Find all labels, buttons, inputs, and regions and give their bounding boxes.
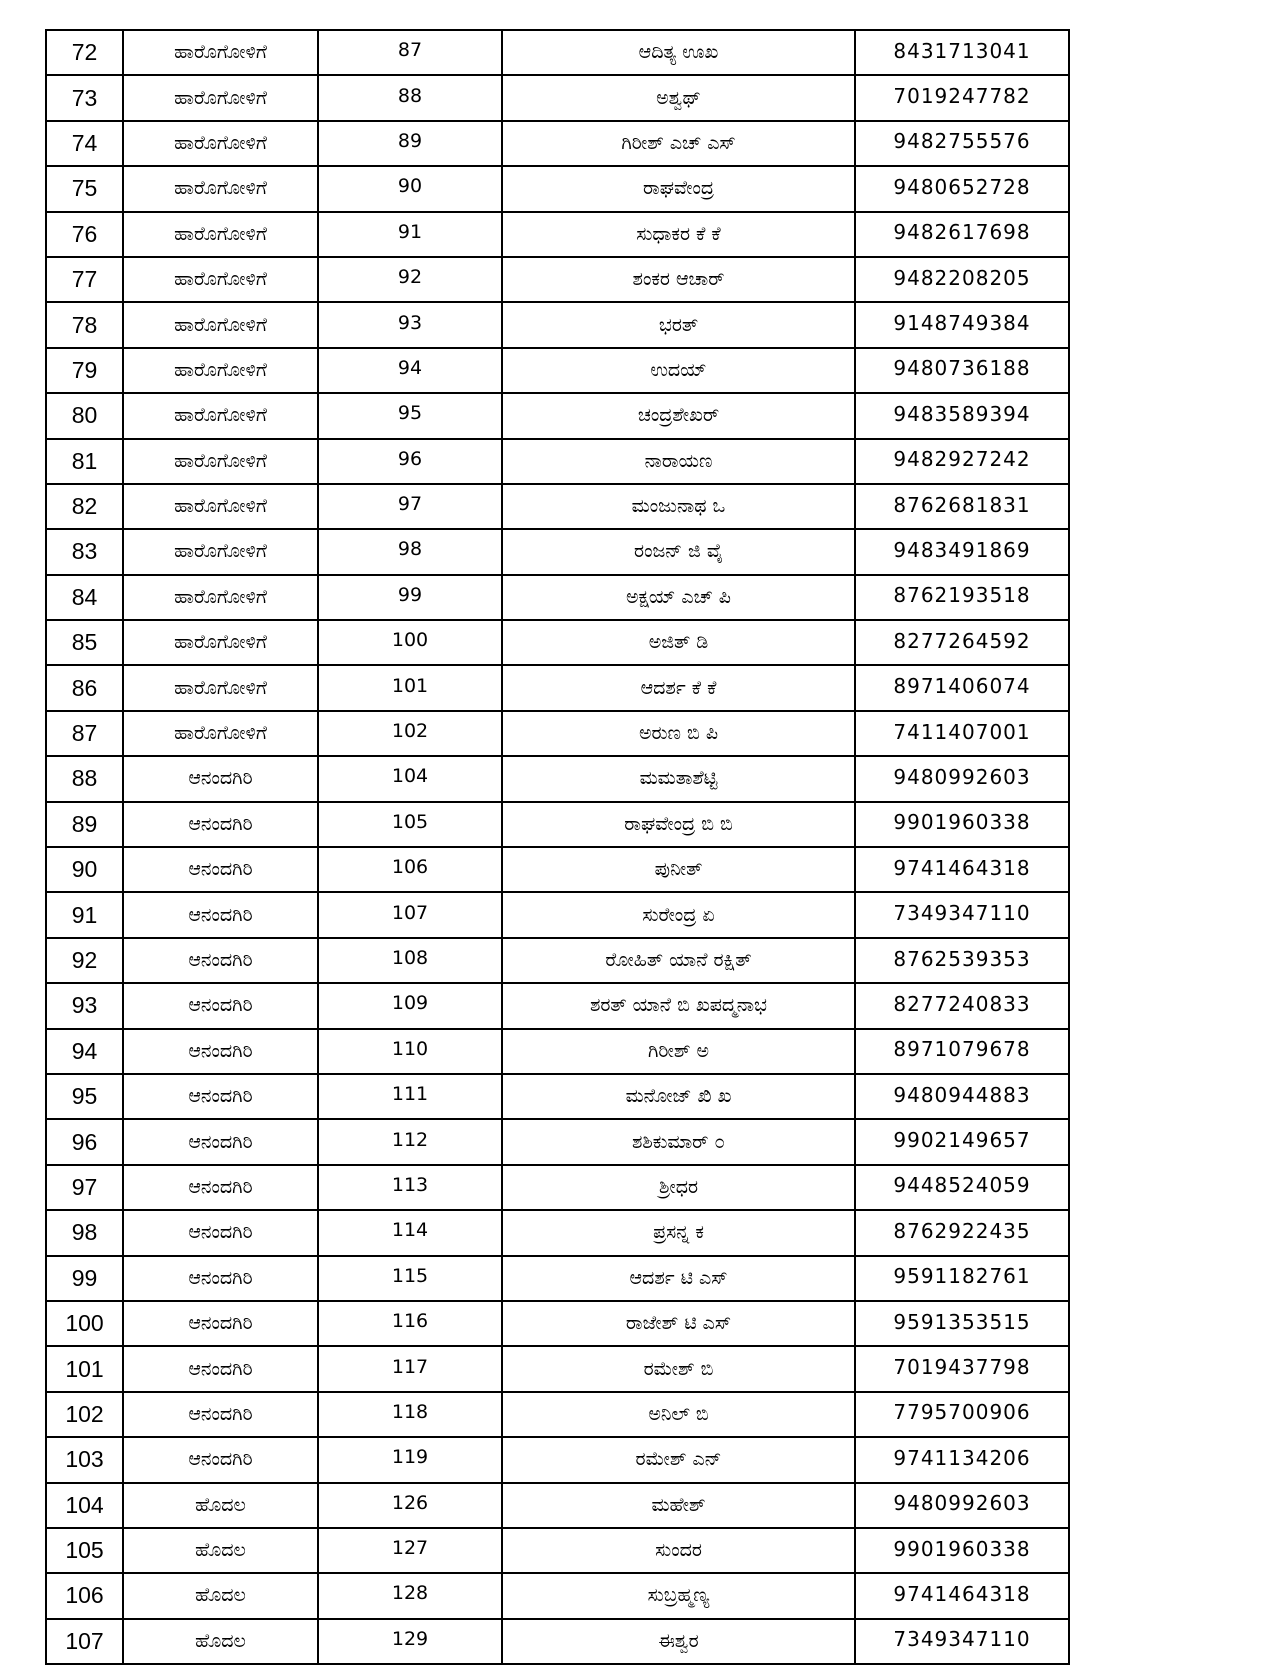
number-cell: 98 (318, 529, 502, 574)
number-cell: 112 (318, 1119, 502, 1164)
table-row (46, 665, 1069, 710)
serial-number-cell: 74 (46, 121, 123, 166)
location-cell: ಆನಂದಗಿರಿ (123, 756, 318, 801)
table-row (46, 1437, 1069, 1482)
location-cell: ಆನಂದಗಿರಿ (123, 1437, 318, 1482)
number-cell: 109 (318, 983, 502, 1028)
number-cell: 118 (318, 1392, 502, 1437)
table-row (46, 257, 1069, 302)
table-row (46, 1619, 1069, 1664)
location-cell: ಹಾರೊಗೋಳಿಗೆ (123, 257, 318, 302)
serial-number-cell: 85 (46, 620, 123, 665)
number-cell: 111 (318, 1074, 502, 1119)
serial-number-cell: 95 (46, 1074, 123, 1119)
person-name-cell: ಗಿರೀಶ್ ಅ (502, 1029, 855, 1074)
phone-number-cell: 8762539353 (855, 938, 1069, 983)
phone-number-cell: 9902149657 (855, 1119, 1069, 1164)
serial-number-cell: 79 (46, 348, 123, 393)
location-cell: ಹಾರೊಗೋಳಿಗೆ (123, 212, 318, 257)
number-cell: 107 (318, 892, 502, 937)
person-name-cell: ಶರತ್ ಯಾನೆ ಬಿ ಖಪದ್ಮನಾಭ (502, 983, 855, 1028)
serial-number-cell: 87 (46, 711, 123, 756)
location-cell: ಹಾರೊಗೋಳಿಗೆ (123, 121, 318, 166)
serial-number-cell: 81 (46, 439, 123, 484)
person-name-cell: ಪ್ರಸನ್ನ ಕ (502, 1210, 855, 1255)
location-cell: ಆನಂದಗಿರಿ (123, 983, 318, 1028)
serial-number-cell: 77 (46, 257, 123, 302)
table-row (46, 1483, 1069, 1528)
phone-number-cell: 9480992603 (855, 1483, 1069, 1528)
phone-number-cell: 7349347110 (855, 892, 1069, 937)
number-cell: 113 (318, 1165, 502, 1210)
number-cell: 87 (318, 30, 502, 75)
number-cell: 88 (318, 75, 502, 120)
phone-number-cell: 8971079678 (855, 1029, 1069, 1074)
serial-number-cell: 92 (46, 938, 123, 983)
person-name-cell: ರಂಜನ್ ಜಿ ವೈ (502, 529, 855, 574)
number-cell: 127 (318, 1528, 502, 1573)
number-cell: 92 (318, 257, 502, 302)
person-name-cell: ಮಮತಾಶೆಟ್ಟಿ (502, 756, 855, 801)
phone-number-cell: 8762193518 (855, 575, 1069, 620)
table-row (46, 1029, 1069, 1074)
records-table (45, 29, 1070, 1665)
location-cell: ಹಾರೊಗೋಳಿಗೆ (123, 620, 318, 665)
person-name-cell: ಸುಧಾಕರ ಕೆ ಕೆ (502, 212, 855, 257)
phone-number-cell: 7019247782 (855, 75, 1069, 120)
table-row (46, 802, 1069, 847)
phone-number-cell: 7411407001 (855, 711, 1069, 756)
phone-number-cell: 9482927242 (855, 439, 1069, 484)
location-cell: ಹಾರೊಗೋಳಿಗೆ (123, 484, 318, 529)
serial-number-cell: 99 (46, 1256, 123, 1301)
person-name-cell: ರಾಘವೇಂದ್ರ (502, 166, 855, 211)
person-name-cell: ಅಶ್ವಥ್ (502, 75, 855, 120)
person-name-cell: ಸುರೇಂದ್ರ ಏ (502, 892, 855, 937)
location-cell: ಆನಂದಗಿರಿ (123, 1165, 318, 1210)
location-cell: ಆನಂದಗಿರಿ (123, 892, 318, 937)
serial-number-cell: 104 (46, 1483, 123, 1528)
serial-number-cell: 89 (46, 802, 123, 847)
person-name-cell: ಚಂದ್ರಶೇಖರ್ (502, 393, 855, 438)
location-cell: ಹಾರೊಗೋಳಿಗೆ (123, 302, 318, 347)
serial-number-cell: 98 (46, 1210, 123, 1255)
phone-number-cell: 9480652728 (855, 166, 1069, 211)
number-cell: 114 (318, 1210, 502, 1255)
phone-number-cell: 9480992603 (855, 756, 1069, 801)
number-cell: 110 (318, 1029, 502, 1074)
number-cell: 105 (318, 802, 502, 847)
person-name-cell: ನಾರಾಯಣ (502, 439, 855, 484)
location-cell: ಆನಂದಗಿರಿ (123, 1210, 318, 1255)
number-cell: 102 (318, 711, 502, 756)
location-cell: ಆನಂದಗಿರಿ (123, 1301, 318, 1346)
location-cell: ಆನಂದಗಿರಿ (123, 802, 318, 847)
location-cell: ಹಾರೊಗೋಳಿಗೆ (123, 529, 318, 574)
table-row (46, 75, 1069, 120)
table-row (46, 166, 1069, 211)
location-cell: ಆನಂದಗಿರಿ (123, 1029, 318, 1074)
person-name-cell: ರಾಘವೇಂದ್ರ ಬಿ ಬಿ (502, 802, 855, 847)
phone-number-cell: 9148749384 (855, 302, 1069, 347)
serial-number-cell: 96 (46, 1119, 123, 1164)
location-cell: ಹಾರೊಗೋಳಿಗೆ (123, 166, 318, 211)
location-cell: ಹಾರೊಗೋಳಿಗೆ (123, 575, 318, 620)
serial-number-cell: 94 (46, 1029, 123, 1074)
table-body (46, 30, 1069, 1664)
phone-number-cell: 9741134206 (855, 1437, 1069, 1482)
serial-number-cell: 97 (46, 1165, 123, 1210)
location-cell: ಆನಂದಗಿರಿ (123, 1346, 318, 1391)
table-row (46, 1256, 1069, 1301)
number-cell: 95 (318, 393, 502, 438)
phone-number-cell: 9741464318 (855, 1573, 1069, 1618)
table-row (46, 575, 1069, 620)
person-name-cell: ಪುನೀತ್ (502, 847, 855, 892)
phone-number-cell: 9741464318 (855, 847, 1069, 892)
serial-number-cell: 76 (46, 212, 123, 257)
person-name-cell: ಅನಿಲ್ ಬಿ (502, 1392, 855, 1437)
location-cell: ಹೊದಲ (123, 1619, 318, 1664)
table-row (46, 1573, 1069, 1618)
phone-number-cell: 9482208205 (855, 257, 1069, 302)
serial-number-cell: 82 (46, 484, 123, 529)
person-name-cell: ಶ್ರೀಧರ (502, 1165, 855, 1210)
table-row (46, 30, 1069, 75)
person-name-cell: ಆದಿತ್ಯ ಊಖ (502, 30, 855, 75)
table-row (46, 847, 1069, 892)
person-name-cell: ಶಂಕರ ಆಚಾರ್ (502, 257, 855, 302)
serial-number-cell: 78 (46, 302, 123, 347)
phone-number-cell: 9591353515 (855, 1301, 1069, 1346)
table-row (46, 121, 1069, 166)
number-cell: 94 (318, 348, 502, 393)
serial-number-cell: 80 (46, 393, 123, 438)
serial-number-cell: 75 (46, 166, 123, 211)
number-cell: 117 (318, 1346, 502, 1391)
phone-number-cell: 9480736188 (855, 348, 1069, 393)
number-cell: 89 (318, 121, 502, 166)
location-cell: ಆನಂದಗಿರಿ (123, 847, 318, 892)
phone-number-cell: 9483589394 (855, 393, 1069, 438)
serial-number-cell: 102 (46, 1392, 123, 1437)
serial-number-cell: 103 (46, 1437, 123, 1482)
number-cell: 126 (318, 1483, 502, 1528)
serial-number-cell: 101 (46, 1346, 123, 1391)
table-row (46, 439, 1069, 484)
serial-number-cell: 90 (46, 847, 123, 892)
number-cell: 104 (318, 756, 502, 801)
table-row (46, 1210, 1069, 1255)
person-name-cell: ಉದಯ್ (502, 348, 855, 393)
person-name-cell: ಸುಬ್ರಹ್ಮಣ್ಯ (502, 1573, 855, 1618)
person-name-cell: ಅಜಿತ್ ಡಿ (502, 620, 855, 665)
location-cell: ಹಾರೊಗೋಳಿಗೆ (123, 439, 318, 484)
table-row (46, 938, 1069, 983)
phone-number-cell: 9591182761 (855, 1256, 1069, 1301)
location-cell: ಆನಂದಗಿರಿ (123, 1256, 318, 1301)
location-cell: ಹೊದಲ (123, 1483, 318, 1528)
table-row (46, 1346, 1069, 1391)
serial-number-cell: 83 (46, 529, 123, 574)
phone-number-cell: 8431713041 (855, 30, 1069, 75)
number-cell: 93 (318, 302, 502, 347)
person-name-cell: ಆದರ್ಶ ಟಿ ಎಸ್ (502, 1256, 855, 1301)
table-row (46, 484, 1069, 529)
number-cell: 90 (318, 166, 502, 211)
phone-number-cell: 9901960338 (855, 1528, 1069, 1573)
table-row (46, 983, 1069, 1028)
phone-number-cell: 8762922435 (855, 1210, 1069, 1255)
number-cell: 116 (318, 1301, 502, 1346)
serial-number-cell: 91 (46, 892, 123, 937)
phone-number-cell: 7019437798 (855, 1346, 1069, 1391)
person-name-cell: ಮಂಜುನಾಥ ಒ (502, 484, 855, 529)
person-name-cell: ರಾಜೇಶ್ ಟಿ ಎಸ್ (502, 1301, 855, 1346)
phone-number-cell: 9901960338 (855, 802, 1069, 847)
person-name-cell: ರೋಹಿತ್ ಯಾನೆ ರಕ್ಷಿತ್ (502, 938, 855, 983)
location-cell: ಹೊದಲ (123, 1528, 318, 1573)
phone-number-cell: 7795700906 (855, 1392, 1069, 1437)
phone-number-cell: 9482755576 (855, 121, 1069, 166)
person-name-cell: ಅರುಣ ಬಿ ಪಿ (502, 711, 855, 756)
number-cell: 128 (318, 1573, 502, 1618)
person-name-cell: ಮಹೇಶ್ (502, 1483, 855, 1528)
location-cell: ಹೊದಲ (123, 1573, 318, 1618)
table-row (46, 529, 1069, 574)
number-cell: 106 (318, 847, 502, 892)
serial-number-cell: 86 (46, 665, 123, 710)
number-cell: 119 (318, 1437, 502, 1482)
number-cell: 97 (318, 484, 502, 529)
table-row (46, 1074, 1069, 1119)
location-cell: ಆನಂದಗಿರಿ (123, 1392, 318, 1437)
table-row (46, 1528, 1069, 1573)
phone-number-cell: 9448524059 (855, 1165, 1069, 1210)
serial-number-cell: 105 (46, 1528, 123, 1573)
serial-number-cell: 93 (46, 983, 123, 1028)
number-cell: 100 (318, 620, 502, 665)
person-name-cell: ಮನೋಜ್ ಖಿ ಖ (502, 1074, 855, 1119)
location-cell: ಹಾರೊಗೋಳಿಗೆ (123, 711, 318, 756)
person-name-cell: ಸುಂದರ (502, 1528, 855, 1573)
phone-number-cell: 8277264592 (855, 620, 1069, 665)
person-name-cell: ಶಶಿಕುಮಾರ್ ೦ (502, 1119, 855, 1164)
person-name-cell: ರಮೇಶ್ ಬಿ (502, 1346, 855, 1391)
number-cell: 91 (318, 212, 502, 257)
person-name-cell: ಆದರ್ಶ ಕೆ ಕೆ (502, 665, 855, 710)
serial-number-cell: 107 (46, 1619, 123, 1664)
person-name-cell: ಈಶ್ವರ (502, 1619, 855, 1664)
table-row (46, 302, 1069, 347)
person-name-cell: ಗಿರೀಶ್ ಎಚ್ ಎಸ್ (502, 121, 855, 166)
serial-number-cell: 84 (46, 575, 123, 620)
table-row (46, 393, 1069, 438)
location-cell: ಆನಂದಗಿರಿ (123, 938, 318, 983)
table-row (46, 348, 1069, 393)
location-cell: ಹಾರೊಗೋಳಿಗೆ (123, 665, 318, 710)
number-cell: 108 (318, 938, 502, 983)
person-name-cell: ರಮೇಶ್ ಎನ್ (502, 1437, 855, 1482)
phone-number-cell: 7349347110 (855, 1619, 1069, 1664)
phone-number-cell: 8762681831 (855, 484, 1069, 529)
location-cell: ಹಾರೊಗೋಳಿಗೆ (123, 75, 318, 120)
number-cell: 129 (318, 1619, 502, 1664)
table-row (46, 1301, 1069, 1346)
table-row (46, 1165, 1069, 1210)
location-cell: ಆನಂದಗಿರಿ (123, 1119, 318, 1164)
phone-number-cell: 8971406074 (855, 665, 1069, 710)
phone-number-cell: 8277240833 (855, 983, 1069, 1028)
table-row (46, 212, 1069, 257)
phone-number-cell: 9482617698 (855, 212, 1069, 257)
location-cell: ಹಾರೊಗೋಳಿಗೆ (123, 348, 318, 393)
number-cell: 99 (318, 575, 502, 620)
phone-number-cell: 9480944883 (855, 1074, 1069, 1119)
serial-number-cell: 106 (46, 1573, 123, 1618)
serial-number-cell: 88 (46, 756, 123, 801)
table-row (46, 756, 1069, 801)
number-cell: 101 (318, 665, 502, 710)
serial-number-cell: 72 (46, 30, 123, 75)
location-cell: ಆನಂದಗಿರಿ (123, 1074, 318, 1119)
serial-number-cell: 73 (46, 75, 123, 120)
person-name-cell: ಭರತ್ (502, 302, 855, 347)
person-name-cell: ಅಕ್ಷಯ್ ಎಚ್ ಪಿ (502, 575, 855, 620)
table-row (46, 620, 1069, 665)
number-cell: 115 (318, 1256, 502, 1301)
number-cell: 96 (318, 439, 502, 484)
location-cell: ಹಾರೊಗೋಳಿಗೆ (123, 30, 318, 75)
serial-number-cell: 100 (46, 1301, 123, 1346)
table-row (46, 711, 1069, 756)
phone-number-cell: 9483491869 (855, 529, 1069, 574)
table-row (46, 1392, 1069, 1437)
location-cell: ಹಾರೊಗೋಳಿಗೆ (123, 393, 318, 438)
table-row (46, 892, 1069, 937)
table-row (46, 1119, 1069, 1164)
